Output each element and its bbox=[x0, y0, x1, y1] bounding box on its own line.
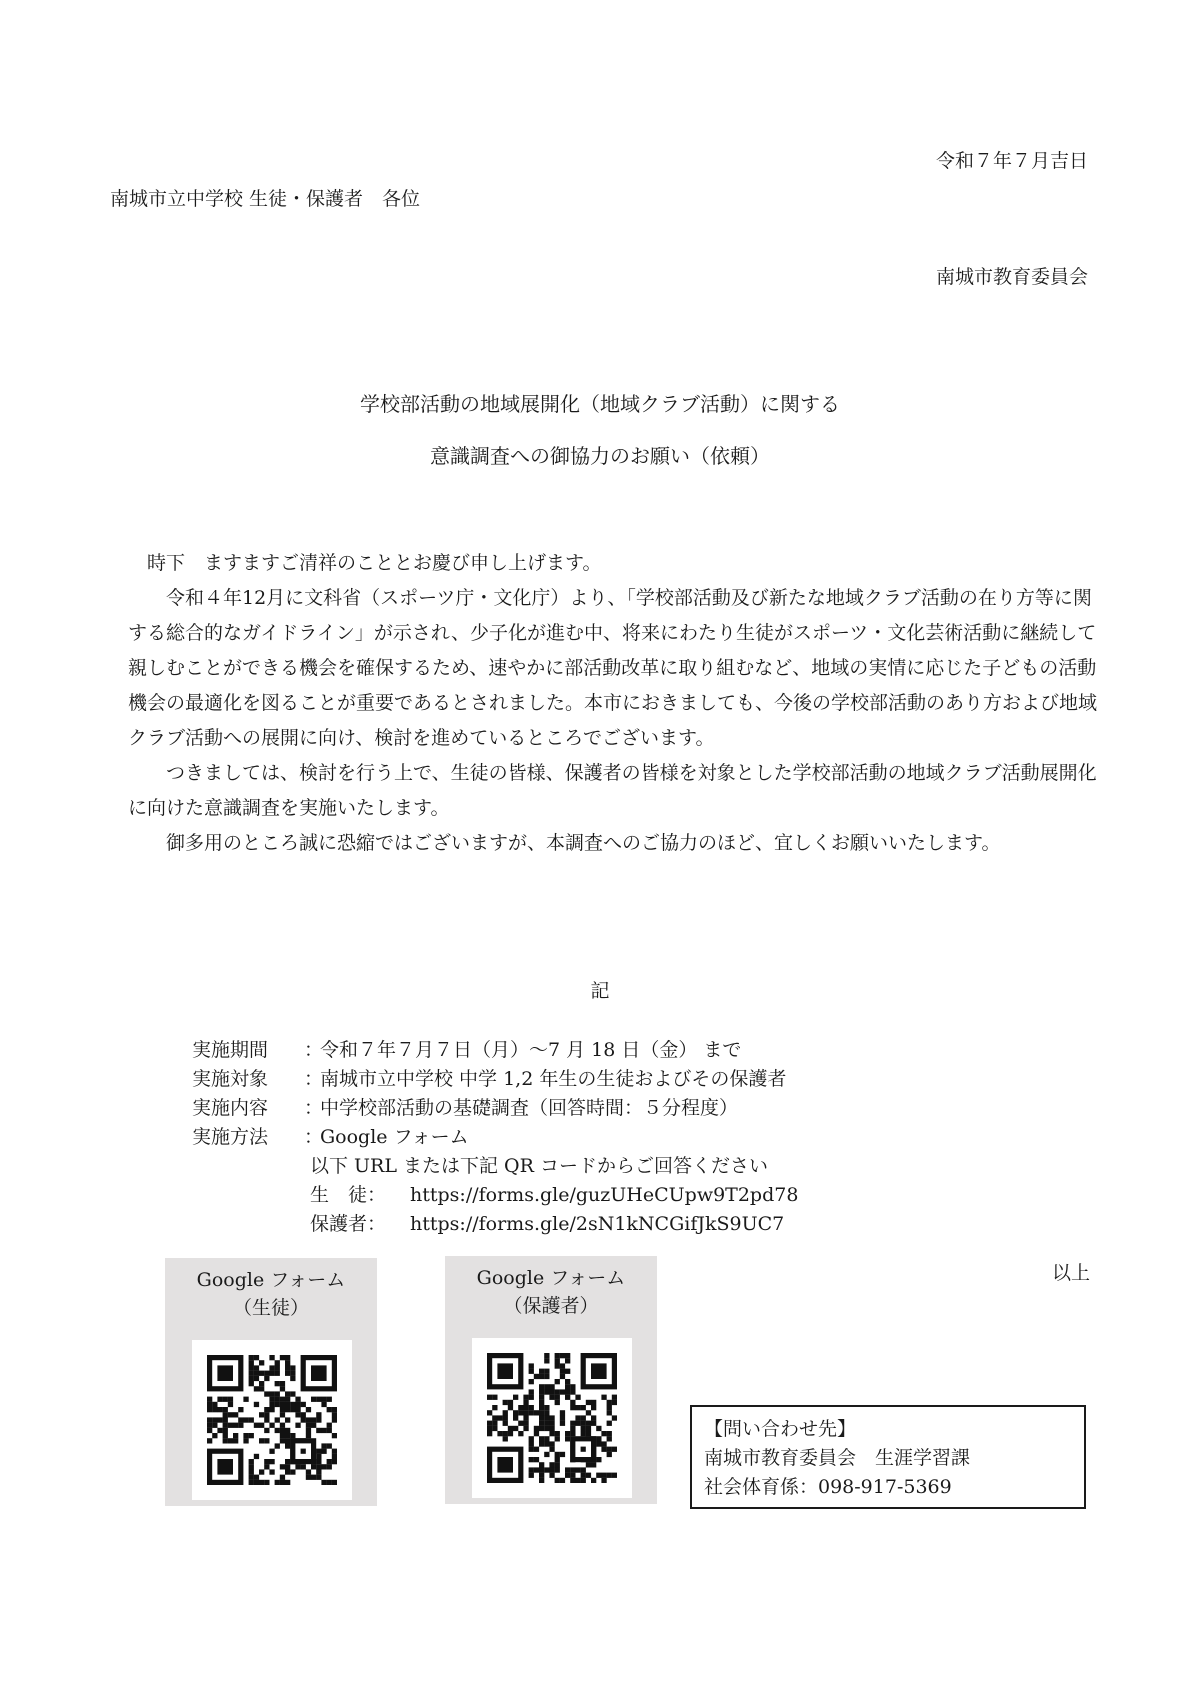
student-url-row bbox=[192, 1181, 798, 1210]
student-url-link[interactable]: https://forms.gle/guzUHeCUpw9T2pd78 bbox=[410, 1184, 799, 1206]
contact-dept: 南城市教育委員会 生涯学習課 bbox=[704, 1447, 971, 1469]
period-row: 実施期間 ： 令和７年７月７日（月）〜7 月 18 日（金） まで bbox=[192, 1036, 798, 1065]
target-label: 実施対象 bbox=[192, 1068, 269, 1090]
addressee: 南城市立中学校 生徒・保護者 各位 bbox=[110, 188, 421, 210]
method-row: 実施方法 ： Google フォーム bbox=[192, 1123, 798, 1152]
content-label: 実施内容 bbox=[192, 1097, 269, 1119]
contact-phone: 社会体育係：098-917-5369 bbox=[704, 1476, 952, 1498]
student-qr-code-icon[interactable] bbox=[207, 1355, 337, 1485]
method-note: 以下 URL または下記 QR コードからご回答ください bbox=[310, 1155, 768, 1177]
target-row: 実施対象 ： 南城市立中学校 中学 1,2 年生の生徒およびその保護者 bbox=[192, 1065, 798, 1094]
contact-box bbox=[690, 1405, 1086, 1509]
greeting-paragraph: 時下 ますますご清祥のこととお慶び申し上げます。 bbox=[147, 552, 602, 574]
parent-qr-card bbox=[445, 1256, 657, 1504]
period-value: 令和７年７月７日（月）〜7 月 18 日（金） まで bbox=[320, 1039, 742, 1061]
content-row: 実施内容 ： 中学校部活動の基礎調査（回答時間：５分程度） bbox=[192, 1094, 798, 1123]
contact-heading: 【問い合わせ先】 bbox=[704, 1418, 857, 1440]
parent-qr-title: Google フォーム （保護者） bbox=[476, 1267, 626, 1317]
title-line-1: 学校部活動の地域展開化（地域クラブ活動）に関する bbox=[360, 392, 840, 416]
request-paragraph: 御多用のところ誠に恐縮ではございますが、本調査へのご協力のほど、宜しくお願いいたします。 bbox=[166, 832, 1001, 854]
student-qr-title: Google フォーム （生徒） bbox=[196, 1269, 346, 1319]
document-date: 令和７年７月吉日 bbox=[935, 150, 1088, 172]
student-qr-card bbox=[165, 1258, 377, 1506]
parent-url-link[interactable]: https://forms.gle/2sN1kNCGifJkS9UC7 bbox=[410, 1213, 785, 1235]
sender: 南城市教育委員会 bbox=[935, 266, 1088, 288]
survey-paragraph: つきましては、検討を行う上で、生徒の皆様、保護者の皆様を対象とした学校部活動の地域クラブ活動展開化に向けた意識調査を実施いたします。 bbox=[128, 762, 1097, 819]
background-paragraph: 令和４年12月に文科省（スポーツ庁・文化庁）より、「学校部活動及び新たな地域クラブ活動の在り方等に関する総合的なガイドライン」が示され、少子化が進む中、将来にわたり生徒がスポーツ・文化芸術活動に継続して親しむことができる機会を確保するため、速やかに部活動改革に取り組むなど、地域の実情に応じた子どもの活動機会の最適化を図ることが重要であるとされました。本市におきましても、今後の学校部活動のあり方および地域クラブ活動への展開に向け、検討を進めているところでございます。 bbox=[128, 587, 1098, 749]
parent-url-row bbox=[192, 1210, 798, 1239]
letter-body bbox=[128, 546, 1108, 861]
period-label: 実施期間 bbox=[192, 1039, 269, 1061]
title-line-2: 意識調査への御協力のお願い（依頼） bbox=[430, 444, 770, 468]
parent-url-label: 保護者： bbox=[310, 1213, 387, 1235]
survey-details bbox=[192, 1036, 798, 1239]
ki-heading: 記 bbox=[590, 980, 610, 1002]
parent-qr-code-icon[interactable] bbox=[487, 1353, 617, 1483]
ijo-closing: 以上 bbox=[1051, 1262, 1090, 1284]
target-value: 南城市立中学校 中学 1,2 年生の生徒およびその保護者 bbox=[320, 1068, 787, 1090]
student-url-label: 生 徒： bbox=[310, 1184, 387, 1206]
method-value: Google フォーム bbox=[320, 1126, 469, 1148]
method-label: 実施方法 bbox=[192, 1126, 269, 1148]
content-value: 中学校部活動の基礎調査（回答時間：５分程度） bbox=[320, 1097, 739, 1119]
